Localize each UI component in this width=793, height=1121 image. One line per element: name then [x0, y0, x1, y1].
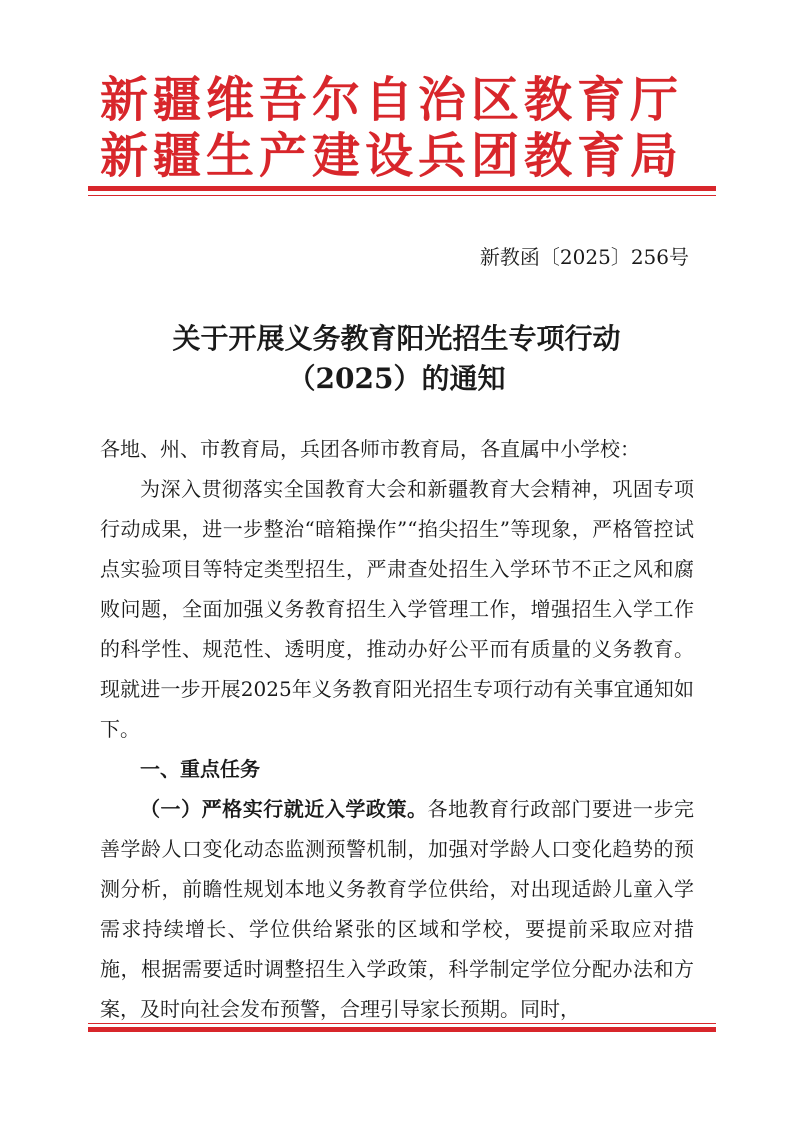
issuing-org-2: 新疆生产建设兵团教育局	[100, 128, 684, 184]
footer-rule-thick	[88, 1027, 716, 1032]
item-paragraph	[100, 789, 694, 1029]
intro-paragraph: 为深入贯彻落实全国教育大会和新疆教育大会精神，巩固专项行动成果，进一步整治“暗箱操作”“掐尖招生”等现象，严格管控试点实验项目等特定类型招生，严肃查处招生入学环节不正之风和腐败问题，全面加强义务教育招生入学管理工作，增强招生入学工作的科学性、规范性、透明度，推动办好公平而有质量的义务教育。现就进一步开展2025年义务教育阳光招生专项行动有关事宜通知如下。	[100, 477, 694, 741]
letterhead	[100, 72, 700, 184]
item-heading: （一）严格实行就近入学政策。	[140, 797, 428, 821]
salutation: 各地、州、市教育局，兵团各师市教育局，各直属中小学校：	[100, 437, 640, 461]
document-number: 新教函〔2025〕256号	[479, 245, 689, 269]
issuing-org-1: 新疆维吾尔自治区教育厅	[100, 72, 684, 128]
letterhead-rule-thick	[88, 186, 716, 191]
item-text: 各地教育行政部门要进一步完善学龄人口变化动态监测预警机制，加强对学龄人口变化趋势的预测分析，前瞻性规划本地义务教育学位供给，对出现适龄儿童入学需求持续增长、学位供给紧张的区域和学校，要提前采取应对措施，根据需要适时调整招生入学政策，科学制定学位分配办法和方案，及时向社会发布预警，合理引导家长预期。同时，	[100, 797, 695, 1021]
document-body	[100, 429, 694, 1029]
document-title-line-2: （2025）的通知	[287, 362, 506, 395]
footer-rule-thin	[88, 1023, 716, 1024]
letterhead-rule-thin	[88, 195, 716, 196]
document-title-line-1: 关于开展义务教育阳光招生专项行动	[172, 322, 621, 355]
section-heading: 一、重点任务	[140, 757, 260, 781]
